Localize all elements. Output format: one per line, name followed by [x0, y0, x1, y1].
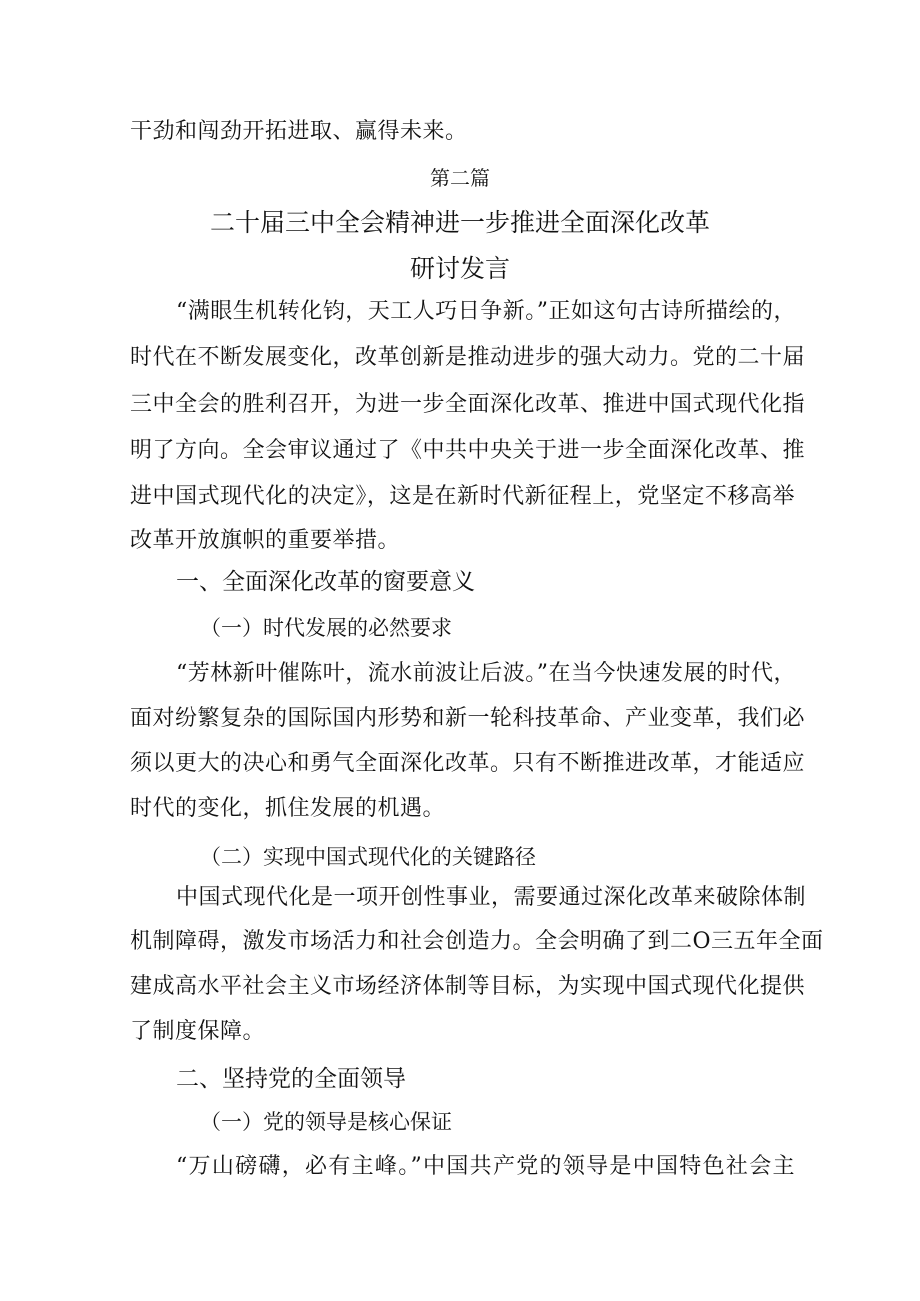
paragraph-line: 时代在不断发展变化，改革创新是推动进步的强大动力。党的二十届	[130, 345, 806, 370]
paragraph-line: 建成高水平社会主义市场经济体制等目标，为实现中国式现代化提供	[130, 974, 806, 999]
paragraph-line: “芳林新叶催陈叶，流水前波让后波。”在当今快速发展的时代，	[176, 661, 796, 686]
paragraph-line: 明了方向。全会审议通过了《中共中央关于进一步全面深化改革、推	[130, 438, 806, 463]
paragraph-line: 须以更大的决心和勇气全面深化改革。只有不断推进改革，才能适应	[130, 751, 806, 776]
continuation-text: 干劲和闯劲开拓进取、赢得未来。	[130, 119, 468, 144]
paragraph-line: 中国式现代化是一项开创性事业，需要通过深化改革来破除体制	[176, 885, 807, 910]
paragraph-line: 改革开放旗帜的重要举措。	[130, 528, 401, 553]
paragraph-line: 三中全会的胜利召开，为进一步全面深化改革、推进中国式现代化指	[130, 392, 806, 417]
subsection-heading-3: （一）党的领导是核心保证	[200, 1110, 452, 1134]
paragraph-line: 了制度保障。	[130, 1019, 266, 1044]
paragraph-line: 面对纷繁复杂的国际国内形势和新一轮科技革命、产业变革，我们必	[130, 706, 806, 731]
paragraph-line: 机制障碍，激发市场活力和社会创造力。全会明确了到二O三五年全面	[130, 929, 824, 954]
section-label: 第二篇	[430, 166, 490, 190]
subsection-heading-1: （一）时代发展的必然要求	[200, 616, 452, 640]
document-title-line-2: 研讨发言	[409, 254, 510, 283]
document-title-line-1: 二十届三中全会精神进一步推进全面深化改革	[209, 208, 710, 237]
paragraph-line: “万山磅礴，必有主峰。”中国共产党的领导是中国特色社会主	[176, 1154, 795, 1179]
section-heading-1: 一、全面深化改革的窗要意义	[176, 569, 475, 595]
subsection-heading-2: （二）实现中国式现代化的关键路径	[200, 845, 536, 869]
section-heading-2: 二、坚持党的全面领导	[176, 1066, 406, 1092]
paragraph-line: 进中国式现代化的决定》，这是在新时代新征程上，党坚定不移高举	[130, 484, 795, 509]
paragraph-line: “满眼生机转化钧，天工人巧日争新。”正如这句古诗所描绘的，	[176, 299, 796, 324]
paragraph-line: 时代的变化，抓住发展的机遇。	[130, 796, 446, 821]
